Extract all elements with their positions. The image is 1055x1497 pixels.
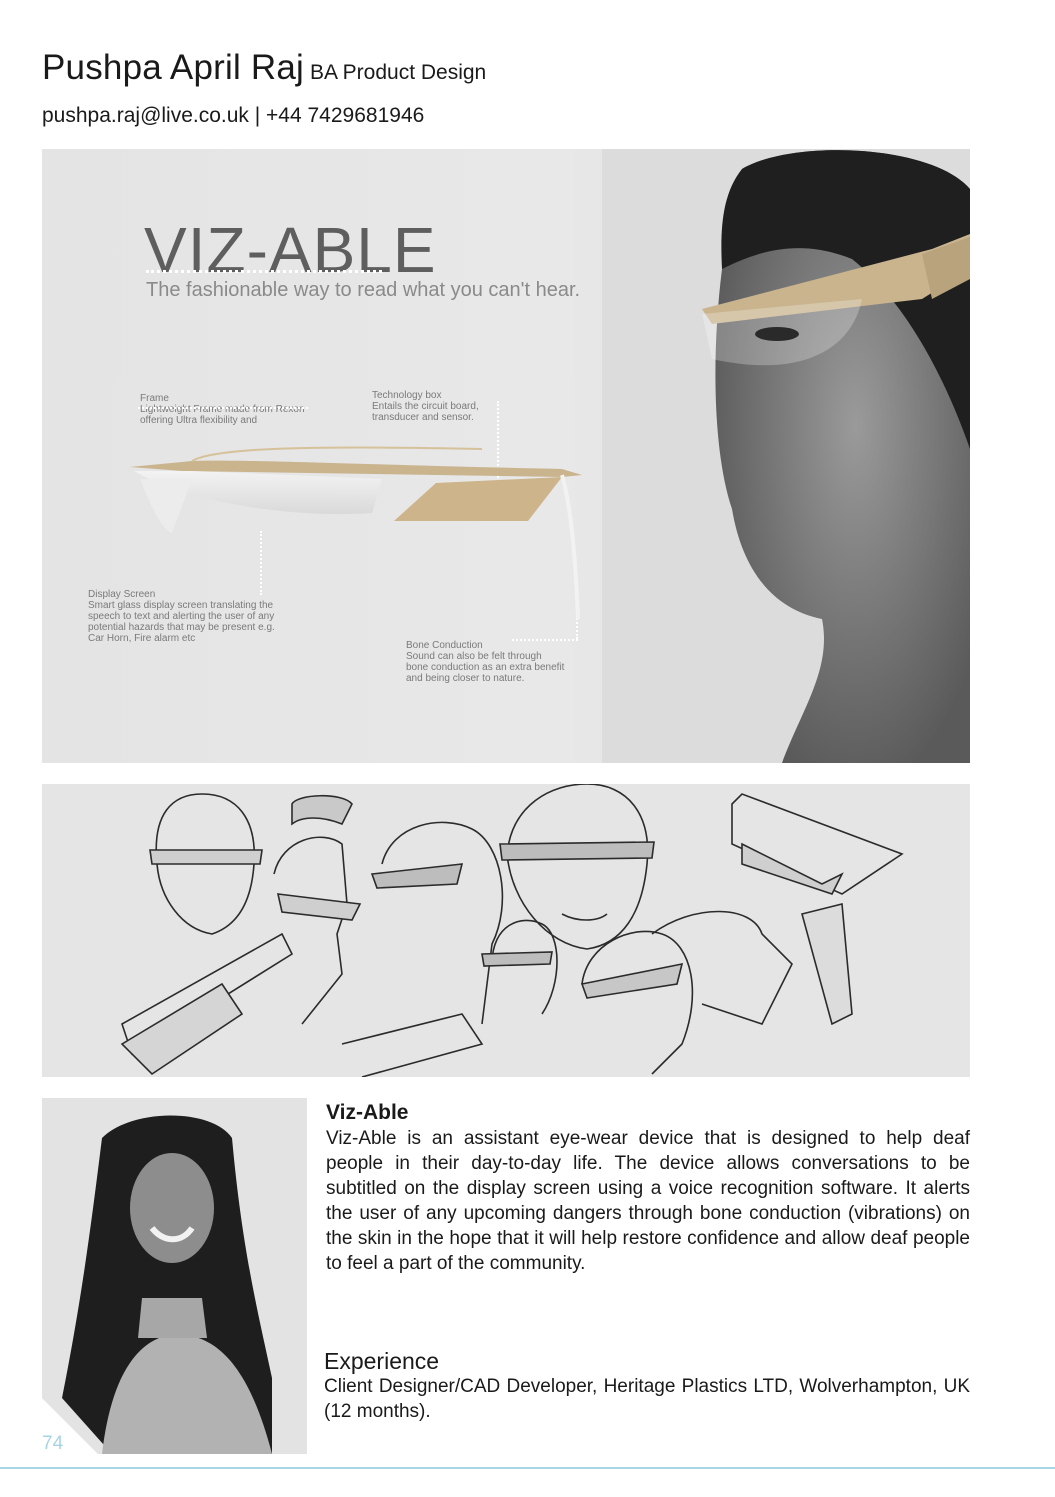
designer-name: Pushpa April Raj <box>42 48 304 87</box>
model-photo <box>602 149 970 763</box>
annotation-technology: Technology box Entails the circuit board, transducer and sensor. <box>372 390 479 423</box>
project-heading: Viz-Able <box>326 1101 409 1124</box>
page-header <box>42 48 486 88</box>
degree-label: BA Product Design <box>309 61 487 84</box>
portrait-photo <box>42 1098 307 1454</box>
page-number: 74 <box>42 1433 64 1454</box>
annotation-bone: Bone Conduction Sound can also be felt through bone conduction as an extra benefit and being closer to nature. <box>406 640 565 684</box>
footer-rule <box>0 1467 1055 1469</box>
product-hero-image <box>42 149 970 763</box>
sketch-drawing <box>42 784 970 1077</box>
product-tagline: The fashionable way to read what you can't hear. <box>146 279 581 301</box>
product-title: VIZ-ABLE <box>144 214 437 286</box>
annotation-display: Display Screen Smart glass display screen translating the speech to text and alerting the user of any potential hazards that may be present e.g. Car Horn, Fire alarm etc <box>88 589 275 644</box>
glasses-render <box>42 149 602 763</box>
designer-portrait <box>42 1098 307 1454</box>
contact-info: pushpa.raj@live.co.uk | +44 7429681946 <box>42 104 425 127</box>
experience-text: Client Designer/CAD Developer, Heritage Plastics LTD, Wolverhampton, UK (12 months). <box>324 1376 970 1422</box>
annotation-frame: Frame Lightweight Frame made from Rexon offering Ultra flexibility and <box>140 393 305 426</box>
concept-sketches <box>42 784 970 1077</box>
experience-heading: Experience <box>324 1348 440 1374</box>
project-description-block <box>326 1100 970 1276</box>
project-description: Viz-Able is an assistant eye-wear device that is designed to help deaf people in their day-to-day life. The device allows conversations to be subtitled on the display screen using a voice recognition software. It alerts the user of any upcoming dangers through bone conduction (vibrations) on the skin in the hope that it will help restore confidence and allow deaf people to feel a part of the community. <box>326 1128 970 1274</box>
